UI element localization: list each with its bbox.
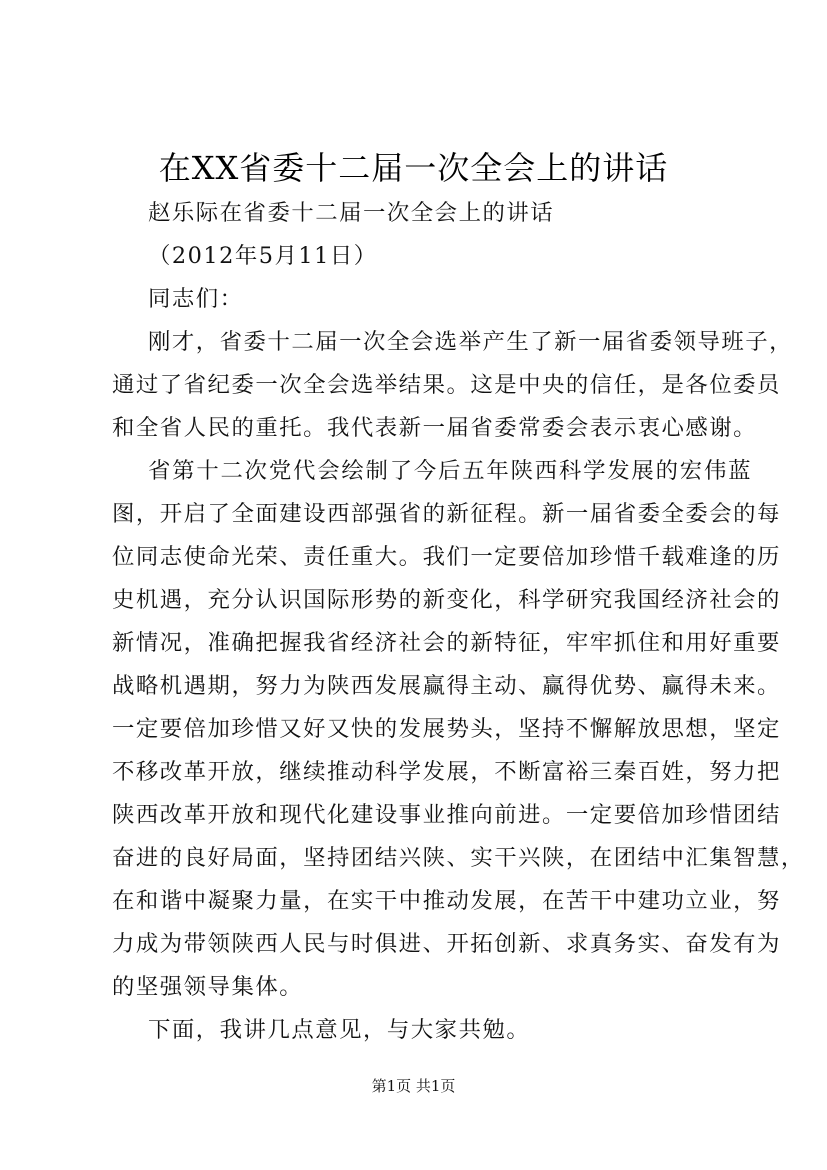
page-number-footer: 第1页 共1页	[371, 1077, 456, 1095]
paragraph-2-line-3: 位同志使命光荣、责任重大。我们一定要倍加珍惜千载难逢的历	[112, 544, 781, 570]
paragraph-2-line-9: 陕西改革开放和现代化建设事业推向前进。一定要倍加珍惜团结	[112, 802, 781, 828]
paragraph-2-line-1: 省第十二次党代会绘制了今后五年陕西科学发展的宏伟蓝	[148, 458, 752, 484]
paragraph-2-line-10: 奋进的良好局面，坚持团结兴陕、实干兴陕，在团结中汇集智慧，	[112, 845, 805, 871]
paragraph-2-line-6: 战略机遇期，努力为陕西发展赢得主动、赢得优势、赢得未来。	[112, 673, 781, 699]
paragraph-1-line-2: 通过了省纪委一次全会选举结果。这是中央的信任，是各位委员	[112, 372, 781, 398]
paragraph-2-line-11: 在和谐中凝聚力量，在实干中推动发展，在苦干中建功立业，努	[112, 888, 781, 914]
paragraph-2-line-2: 图，开启了全面建设西部强省的新征程。新一届省委全委会的每	[112, 501, 781, 527]
paragraph-2-line-7: 一定要倍加珍惜又好又快的发展势头，坚持不懈解放思想，坚定	[112, 716, 781, 742]
document-title: 在XX省委十二届一次全会上的讲话	[158, 149, 669, 187]
paragraph-2-line-12: 力成为带领陕西人民与时俱进、开拓创新、求真务实、奋发有为	[112, 931, 781, 957]
subtitle: 赵乐际在省委十二届一次全会上的讲话	[148, 200, 555, 226]
paragraph-2-line-8: 不移改革开放，继续推动科学发展，不断富裕三秦百姓，努力把	[112, 759, 781, 785]
paragraph-3-line-1: 下面，我讲几点意见，与大家共勉。	[148, 1017, 531, 1043]
paragraph-2-line-5: 新情况，准确把握我省经济社会的新特征，牢牢抓住和用好重要	[112, 630, 781, 656]
paragraph-2-line-4: 史机遇，充分认识国际形势的新变化，科学研究我国经济社会的	[112, 587, 781, 613]
paragraph-2-line-13: 的坚强领导集体。	[112, 974, 304, 1000]
speech-date: （2012年5月11日）	[148, 243, 378, 269]
salutation: 同志们：	[148, 286, 244, 312]
paragraph-1-line-1: 刚才，省委十二届一次全会选举产生了新一届省委领导班子，	[148, 329, 794, 355]
paragraph-1-line-3: 和全省人民的重托。我代表新一届省委常委会表示衷心感谢。	[112, 415, 758, 441]
